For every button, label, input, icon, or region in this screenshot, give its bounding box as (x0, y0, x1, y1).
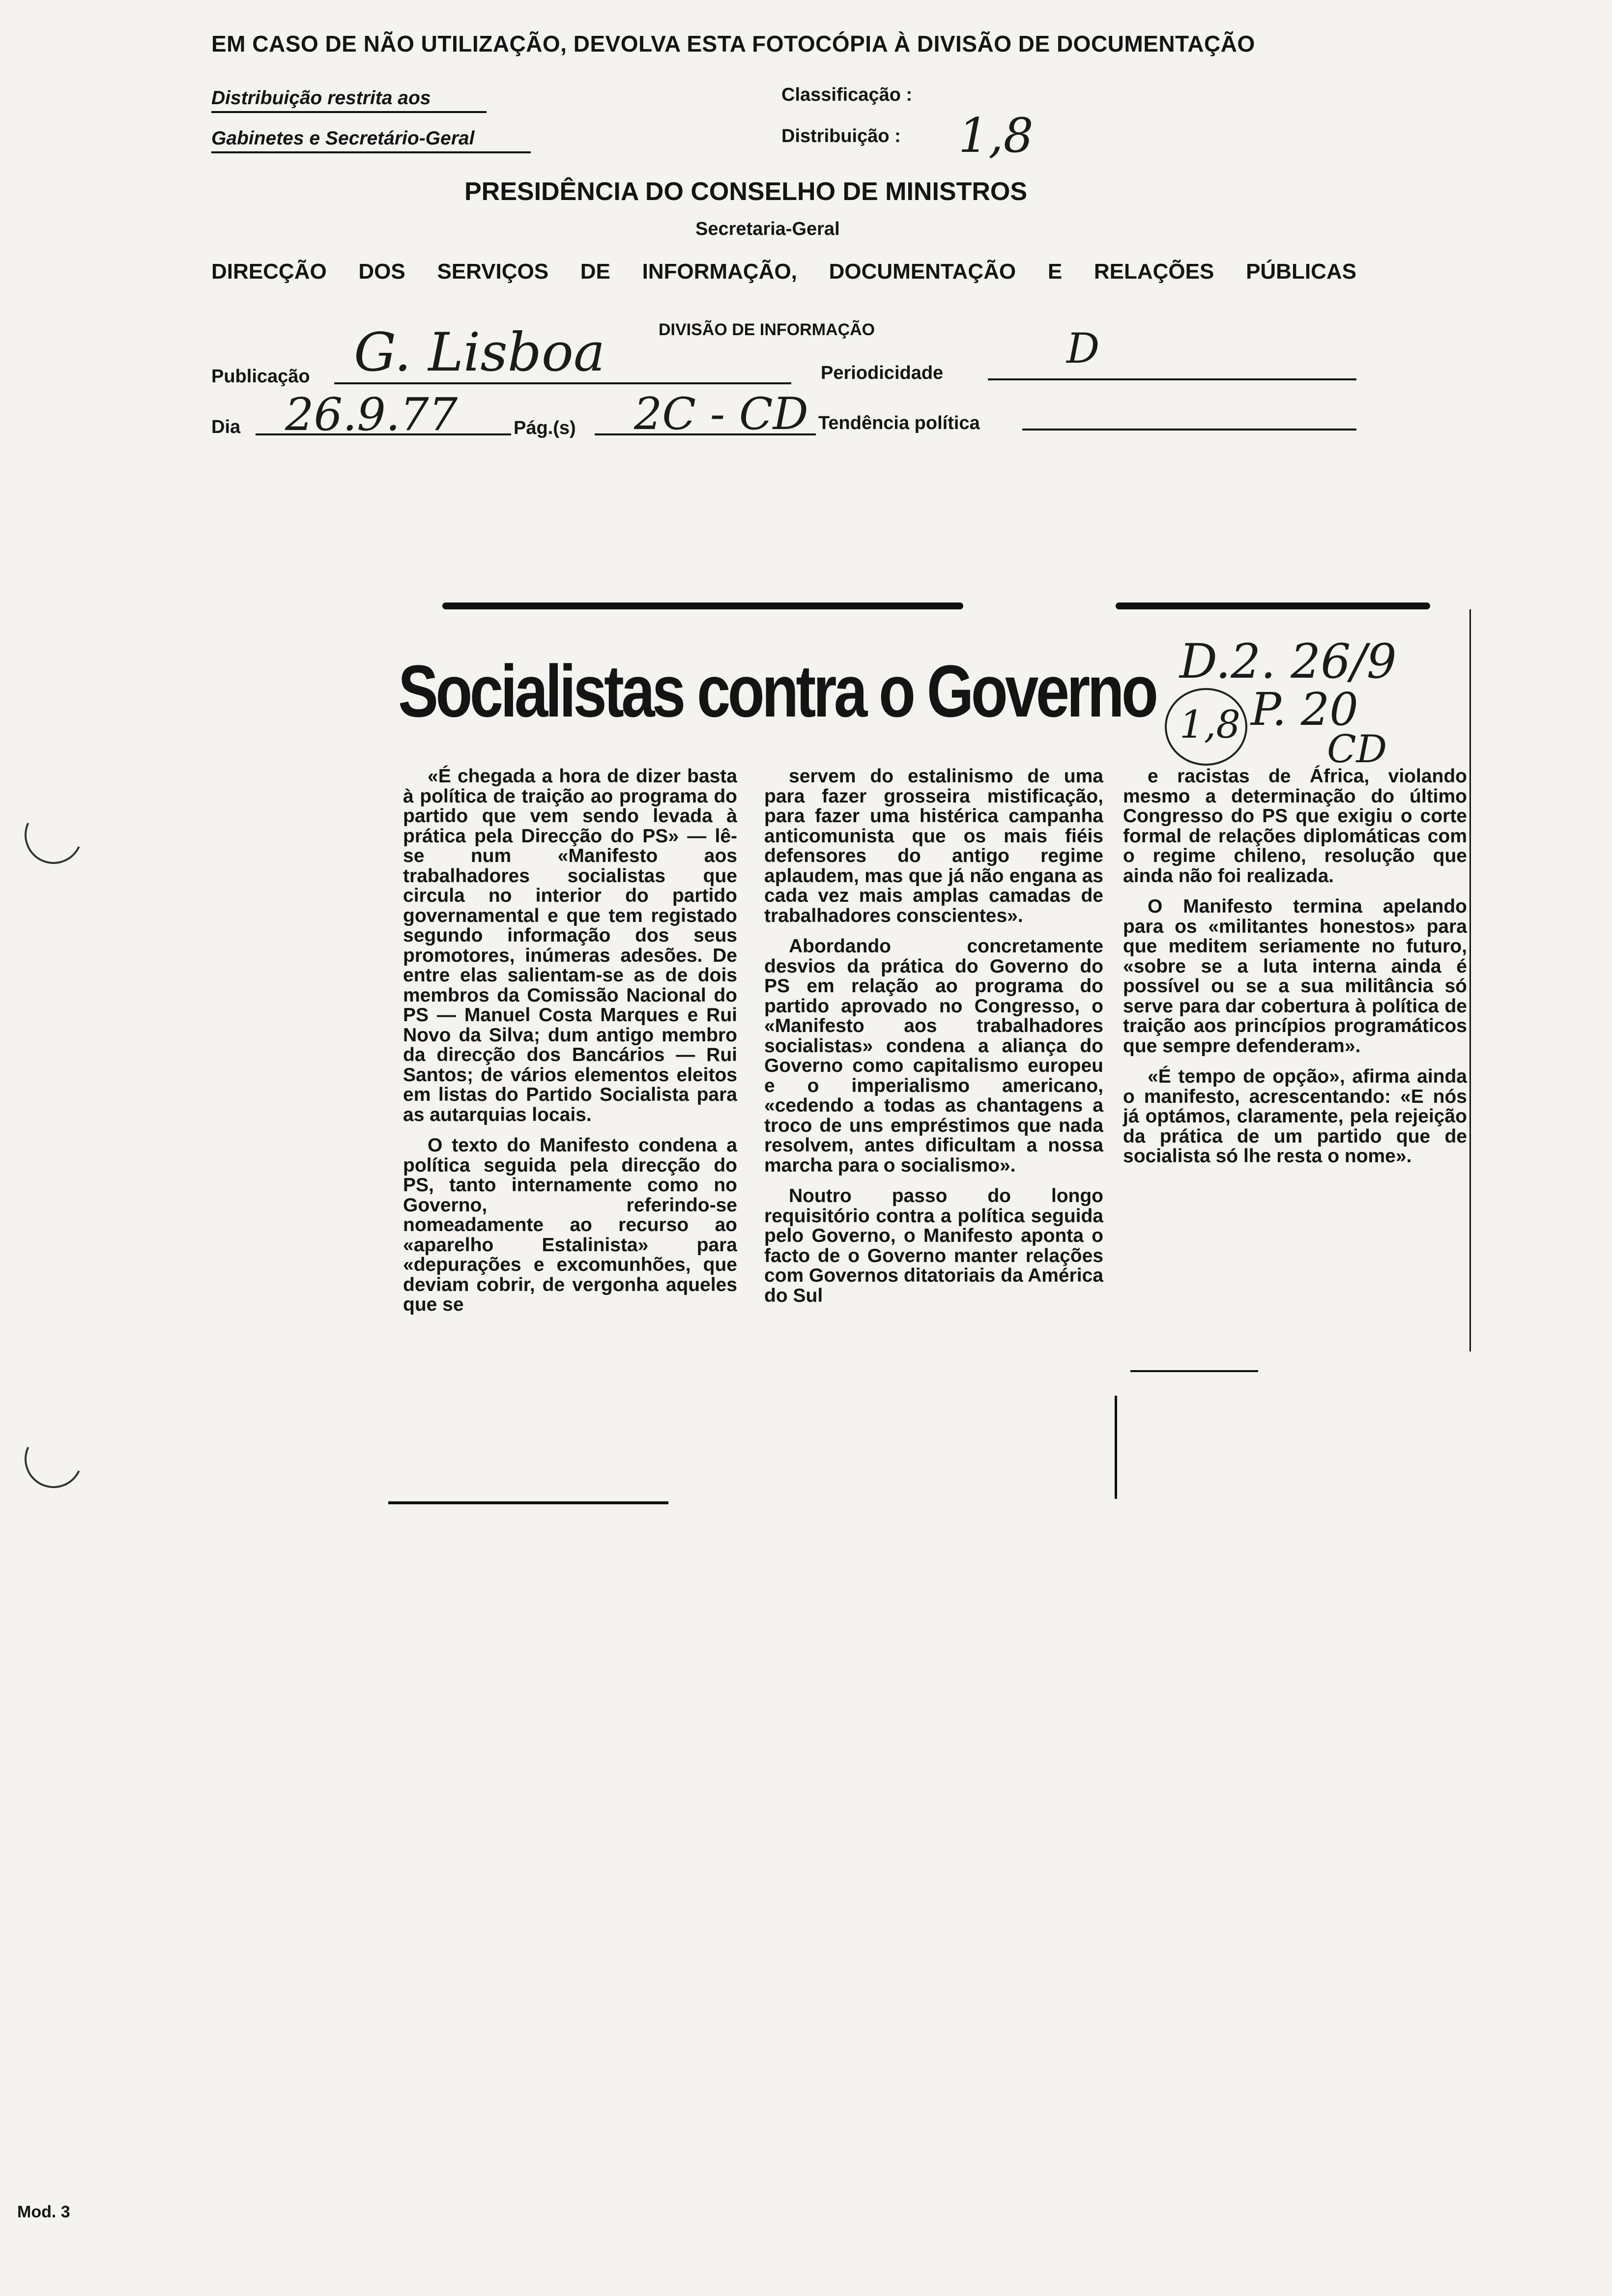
return-notice: EM CASO DE NÃO UTILIZAÇÃO, DEVOLVA ESTA FOTOCÓPIA À DIVISÃO DE DOCUMENTAÇÃO (211, 31, 1255, 57)
direccao-word: DE (580, 259, 610, 284)
article-column-3 (1123, 767, 1467, 1177)
form-model: Mod. 3 (17, 2203, 70, 2221)
handwritten-page-ref: P. 20 (1251, 683, 1358, 736)
direccao-word: E (1047, 259, 1063, 284)
column-1-end-rule (388, 1501, 668, 1504)
article-paragraph: «É chegada a hora de dizer basta à política de traição ao programa do partido que vem sendo levada à prática pela Direcção do PS» — lê-se num «Manifesto aos trabalhadores socialistas que circula no interior do partido governamental e que tem registado segundo informação dos seus promotores, inúmeras adesões. De entre elas salientam-se as de dois membros da Comissão Nacional do PS — Manuel Costa Marques e Rui Novo da Silva; dum antigo membro da direcção dos Bancários — Rui Santos; de vários elementos eleitos em listas do Partido Socialista para as autarquias locais. (403, 766, 737, 1125)
direccao-word: INFORMAÇÃO, (642, 259, 797, 284)
publicacao-value: G. Lisboa (354, 322, 605, 383)
punch-hole-mark (16, 1422, 90, 1496)
direccao-word: DOS (358, 259, 405, 284)
article-column-1 (403, 767, 737, 1326)
org-subtitle: Secretaria-Geral (695, 219, 840, 239)
top-rule-left (442, 603, 963, 609)
column-3-end-rule (1130, 1370, 1258, 1372)
clipping-right-edge (1469, 609, 1471, 1351)
org-title: PRESIDÊNCIA DO CONSELHO DE MINISTROS (464, 177, 1028, 206)
divisao-informacao: DIVISÃO DE INFORMAÇÃO (659, 320, 875, 339)
tendencia-label: Tendência política (818, 413, 980, 433)
handwritten-date-ref: D.2. 26/9 (1180, 634, 1397, 689)
article-paragraph: Noutro passo do longo requisitório contra a política seguida pelo Governo, o Manifesto aponta o facto de o Governo manter relações com Governos ditatoriais da América do Sul (764, 1185, 1103, 1306)
direccao-word: PÚBLICAS (1246, 259, 1356, 284)
article-paragraph: O Manifesto termina apelando para os «militantes honestos» para que meditem seriamente no futuro, «sobre se a luta interna ainda é possível ou se a sua militância só serve para dar cobertura à política de traição aos princípios programáticos que sempre defenderam». (1123, 896, 1467, 1057)
restricted-distribution-line2: Gabinetes e Secretário-Geral (211, 128, 531, 153)
column-2-side-bar (1115, 1396, 1117, 1499)
article-paragraph: e racistas de África, violando mesmo a determinação do último Congresso do PS que exigiu o corte formal de relações diplomáticas com o regime chileno, resolução que ainda não foi realizada. (1123, 766, 1467, 887)
direccao-word: DIRECÇÃO (211, 259, 327, 284)
direccao-word: SERVIÇOS (437, 259, 549, 284)
restricted-distribution-line1: Distribuição restrita aos (211, 87, 487, 113)
classificacao-label: Classificação : (781, 85, 913, 105)
pag-value: 2C - CD (634, 388, 808, 440)
article-paragraph: servem do estalinismo de uma para fazer grosseira mistificação, para fazer uma histérica campanha anticomunista que os mais fiéis defensores do antigo regime aplaudem, mas que já não engana as cada vez mais amplas camadas de trabalhadores conscientes». (764, 766, 1103, 926)
article-paragraph: «É tempo de opção», afirma ainda o manifesto, acrescentando: «E nós já optámos, claramente, pela rejeição da prática de um partido que de socialista só lhe resta o nome». (1123, 1066, 1467, 1167)
top-rule-right (1116, 603, 1430, 609)
distribuicao-value: 1,8 (958, 108, 1034, 163)
article-paragraph: O texto do Manifesto condena a política seguida pela direcção do PS, tanto internamente como no Governo, referindo-se nomeadamente ao recurso ao «aparelho Estalinista» para «depurações e excomunhões, que deviam cobrir, de vergonha aqueles que se (403, 1135, 737, 1315)
periodicidade-label: Periodicidade (821, 363, 944, 383)
headline: Socialistas contra o Governo (398, 650, 1156, 732)
dia-value: 26.9.77 (285, 388, 458, 441)
dia-label: Dia (211, 417, 241, 437)
direccao-line (211, 259, 1356, 284)
periodicidade-value: D (1066, 324, 1100, 373)
periodicidade-underline (988, 378, 1356, 380)
publicacao-label: Publicação (211, 366, 310, 387)
distribuicao-label: Distribuição : (781, 126, 901, 146)
tendencia-underline (1022, 429, 1356, 430)
circled-distribution: 1,8 (1180, 703, 1241, 747)
article-paragraph: Abordando concretamente desvios da prática do Governo do PS em relação ao programa do partido aprovado no Congresso, o «Manifesto aos trabalhadores socialistas» condena a aliança do Governo como capitalismo europeu e o imperialismo americano, «cedendo a todas as chantagens a troco de uns empréstimos que nada resolvem, antes dificultam a nossa marcha para o socialismo». (764, 936, 1103, 1176)
punch-hole-mark (16, 798, 90, 872)
pag-label: Pág.(s) (514, 418, 576, 438)
direccao-word: DOCUMENTAÇÃO (829, 259, 1016, 284)
handwritten-col-ref: CD (1327, 727, 1387, 772)
article-column-2 (764, 767, 1103, 1317)
direccao-word: RELAÇÕES (1094, 259, 1214, 284)
